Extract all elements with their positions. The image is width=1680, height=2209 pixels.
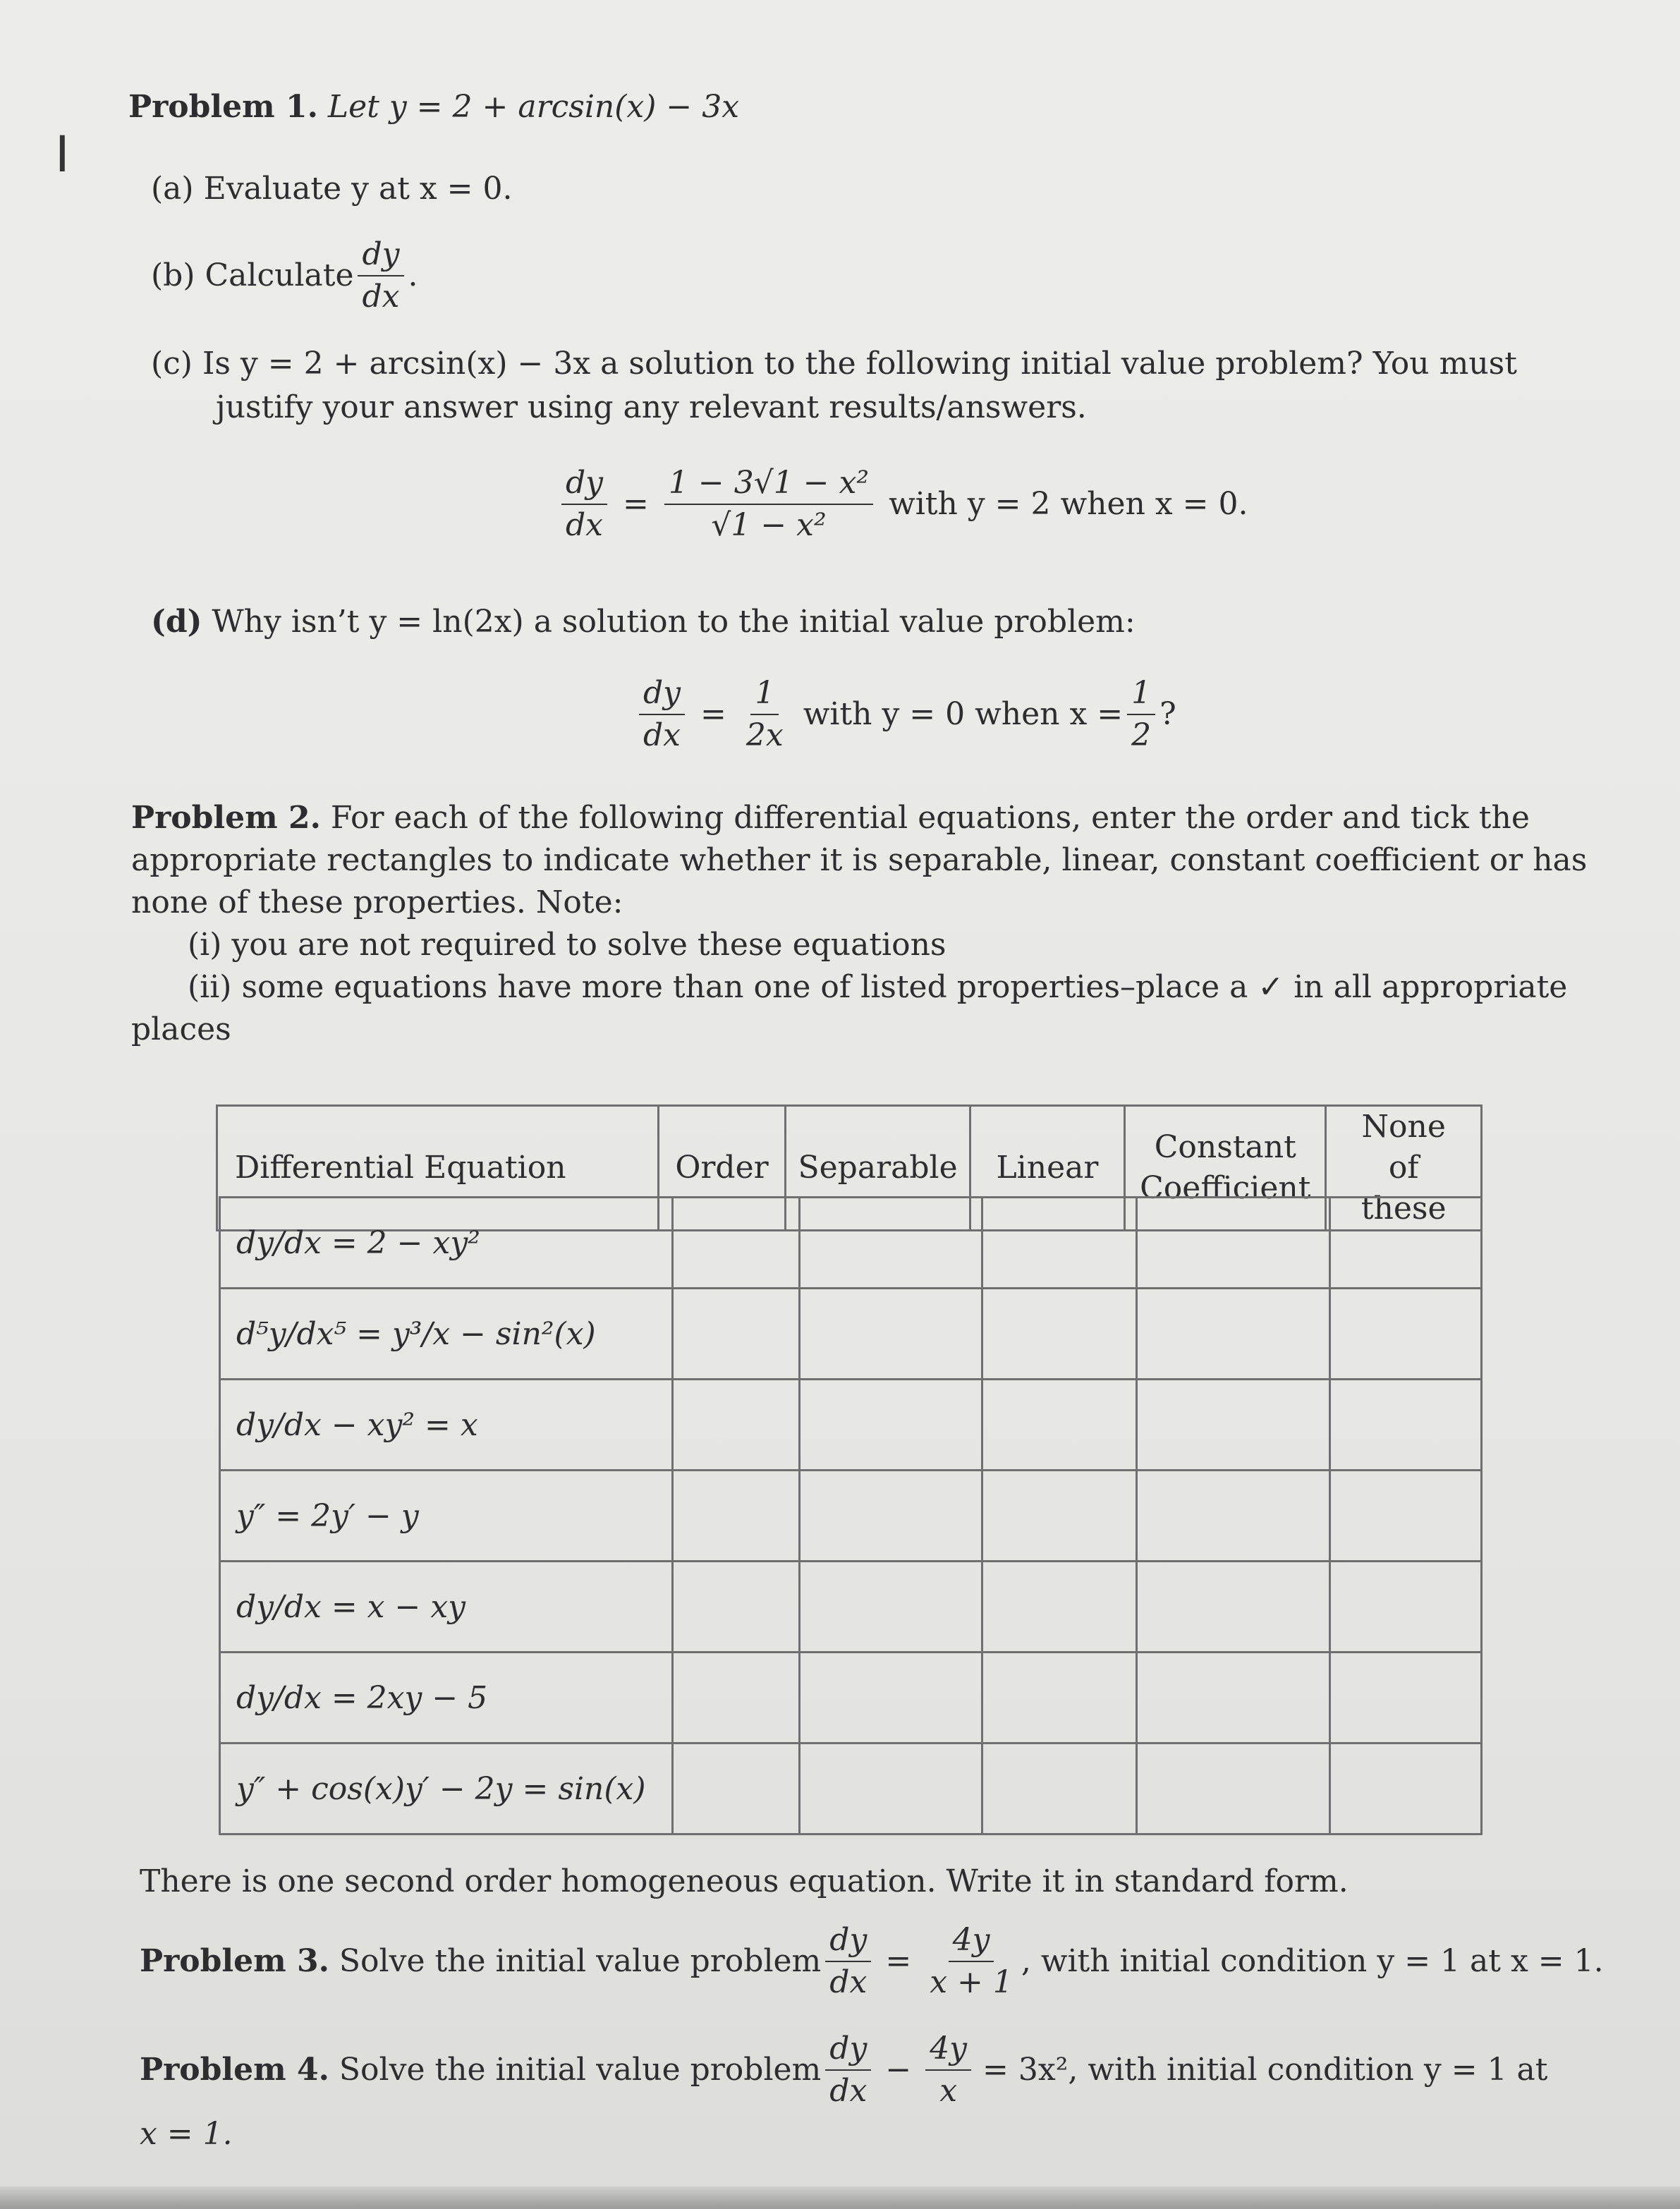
problem3: Problem 3. Solve the initial value problem $\frac{dy}{dx}$ = $\frac{4y}{x + 1}$ , with initial condition y = 1 at x = 1. [140,1922,1604,2000]
part-d-cond-frac [1127,676,1155,753]
part-c-label: (c) [151,346,193,382]
linear-cell[interactable] [982,1744,1136,1834]
problem4-mid [925,2031,971,2109]
part-d-cond-num: 1 [1127,676,1155,715]
page-edge-shadow [0,2186,1680,2209]
order-cell[interactable] [673,1380,800,1471]
part-c-lhs [561,465,607,543]
equations-table [219,1196,1483,1835]
problem1-part-d [151,602,1136,642]
separable-cell[interactable] [800,1653,982,1744]
header-separable: Separable [786,1106,970,1231]
equation-4: y″ = 2y′ − y [236,1497,419,1534]
equation-1: dy/dx = 2 − xy² [236,1224,480,1261]
separable-cell[interactable] [800,1198,982,1289]
linear-cell[interactable] [982,1653,1136,1744]
part-c-condition: with y = 2 when x = 0. [889,486,1248,522]
part-a-text: Evaluate y at x = 0. [203,171,513,207]
constant-coefficient-cell[interactable] [1136,1289,1329,1380]
part-a-label: (a) [151,171,194,207]
problem2-line1: For each of the following differential equations, enter the order and tick the [330,800,1530,836]
problem2-note1: (i) you are not required to solve these equations [188,927,946,963]
none-cell[interactable] [1329,1380,1481,1471]
none-cell[interactable] [1329,1471,1481,1562]
problem3-text: Solve the initial value problem [339,1943,822,1979]
header-order: Order [658,1106,786,1231]
part-b-label: (b) [151,257,195,293]
separable-cell[interactable] [800,1380,982,1471]
constant-coefficient-cell[interactable] [1136,1471,1329,1562]
linear-cell[interactable] [982,1562,1136,1653]
problem2-line2: appropriate rectangles to indicate whether it is separable, linear, constant coefficient or has [131,842,1588,878]
part-d-label: (d) [151,604,202,640]
none-cell[interactable] [1329,1562,1481,1653]
table-row [220,1380,1482,1471]
problem4-lhs-den: dx [829,2073,868,2109]
separable-cell[interactable] [800,1471,982,1562]
order-cell[interactable] [673,1653,800,1744]
problem2-after: There is one second order homogeneous equation. Write it in standard form. [140,1863,1349,1899]
part-d-equation: $\frac{dy}{dx}$ = $\frac{1}{2x}$ with y = 0 when x = $\frac{1}{2}$ ? [635,676,1176,753]
part-d-lhs-den: dx [643,717,681,753]
none-cell[interactable] [1329,1289,1481,1380]
problem4-lhs-num: dy [825,2031,871,2071]
separable-cell[interactable] [800,1744,982,1834]
problem3-rhs [925,1923,1017,2000]
problem4: Problem 4. Solve the initial value problem $\frac{dy}{dx}$ − $\frac{4y}{x}$ = 3x², with initial condition y = 1 at [140,2031,1548,2109]
part-c-lhs-num: dy [561,465,607,505]
equation-5: dy/dx = x − xy [236,1588,465,1625]
equation-7: y″ + cos(x)y′ − 2y = sin(x) [236,1770,646,1807]
table-row [220,1471,1482,1562]
problem4-title: Problem 4. [140,2052,329,2088]
problem3-lhs [825,1923,871,2000]
problem1-part-c [151,344,1517,384]
constant-coefficient-cell[interactable] [1136,1744,1329,1834]
order-cell[interactable] [673,1289,800,1380]
part-b-text: Calculate [205,257,354,293]
part-b-den: dx [362,279,400,315]
problem3-rhs-num: 4y [949,1923,994,1962]
linear-cell[interactable] [982,1198,1136,1289]
problem3-title: Problem 3. [140,1943,329,1979]
order-cell[interactable] [673,1471,800,1562]
separable-cell[interactable] [800,1289,982,1380]
part-c-line1: Is y = 2 + arcsin(x) − 3x a solution to the following initial value problem? You must [202,346,1517,382]
part-d-rhs [742,676,788,753]
equation-2: d⁵y/dx⁵ = y³/x − sin²(x) [236,1315,596,1352]
problem1-intro: Let y = 2 + arcsin(x) − 3x [327,89,740,125]
part-b-num: dy [358,237,403,276]
part-d-rhs-num: 1 [750,676,779,715]
problem1-title: Problem 1. [128,89,318,125]
table-row [220,1653,1482,1744]
part-c-equation: $\frac{dy}{dx}$ = $\frac{\text{1 − 3√1 − x²}}{\text{√1 − x²}}$ with y = 2 when x = 0. [557,465,1248,543]
header-differential-equation: Differential Equation [217,1106,659,1231]
problem3-rhs-den: x + 1 [930,1964,1013,2000]
order-cell[interactable] [673,1562,800,1653]
problem1-heading [128,87,739,127]
problem2-note2: (ii) some equations have more than one of listed properties–place a ✓ in all appropriate [188,969,1568,1005]
problem1-part-b: (b) Calculate $\frac{dy}{dx}$ . [151,236,418,315]
part-d-condition: with y = 0 when x = [803,696,1124,732]
problem2-line3: none of these properties. Note: [131,884,623,920]
linear-cell[interactable] [982,1380,1136,1471]
header-constant-coefficient: Constant Coefficient [1125,1106,1326,1231]
table-row [220,1289,1482,1380]
problem2-title: Problem 2. [131,800,321,836]
problem2-intro [131,797,1588,1051]
problem2-note3: places [131,1011,231,1047]
part-c-rhs-den: √1 − x² [711,507,827,543]
problem4-lhs [825,2031,871,2109]
none-cell[interactable] [1329,1744,1481,1834]
problem4-line2: x = 1. [140,2116,233,2152]
equation-3: dy/dx − xy² = x [236,1406,478,1443]
part-c-line2: justify your answer using any relevant results/answers. [216,389,1087,425]
part-d-text: Why isn’t y = ln(2x) a solution to the initial value problem: [212,604,1136,640]
text-cursor-icon: I [55,126,70,183]
none-cell[interactable] [1329,1653,1481,1744]
order-cell[interactable] [673,1198,800,1289]
separable-cell[interactable] [800,1562,982,1653]
problem4-mid-den: x [939,2073,958,2109]
part-d-cond-den: 2 [1131,717,1152,753]
problem4-condition: = 3x², with initial condition y = 1 at [982,2052,1548,2088]
part-c-rhs [664,465,873,543]
constant-coefficient-cell[interactable] [1136,1198,1329,1289]
problem3-lhs-num: dy [825,1923,871,1962]
problem1-part-a [151,169,513,209]
problem4-mid-num: 4y [925,2031,971,2071]
problem4-text: Solve the initial value problem [339,2052,822,2088]
order-cell[interactable] [673,1744,800,1834]
header-none-of-these: None of these [1326,1106,1482,1231]
none-cell[interactable] [1329,1198,1481,1289]
table-row [220,1562,1482,1653]
linear-cell[interactable] [982,1471,1136,1562]
problem3-lhs-den: dx [829,1964,868,2000]
part-c-rhs-num: 1 − 3√1 − x² [664,465,873,505]
header-linear: Linear [970,1106,1124,1231]
constant-coefficient-cell[interactable] [1136,1562,1329,1653]
part-d-lhs-num: dy [639,676,685,715]
part-b-derivative [358,237,403,315]
problem3-condition: , with initial condition y = 1 at x = 1. [1021,1943,1604,1979]
table-row [220,1198,1482,1289]
part-d-question: ? [1159,696,1176,732]
constant-coefficient-cell[interactable] [1136,1653,1329,1744]
equation-6: dy/dx = 2xy − 5 [236,1679,488,1716]
part-d-lhs [639,676,685,753]
constant-coefficient-cell[interactable] [1136,1380,1329,1471]
linear-cell[interactable] [982,1289,1136,1380]
part-d-rhs-den: 2x [745,717,784,753]
part-c-lhs-den: dx [566,507,603,543]
table-row [220,1744,1482,1834]
